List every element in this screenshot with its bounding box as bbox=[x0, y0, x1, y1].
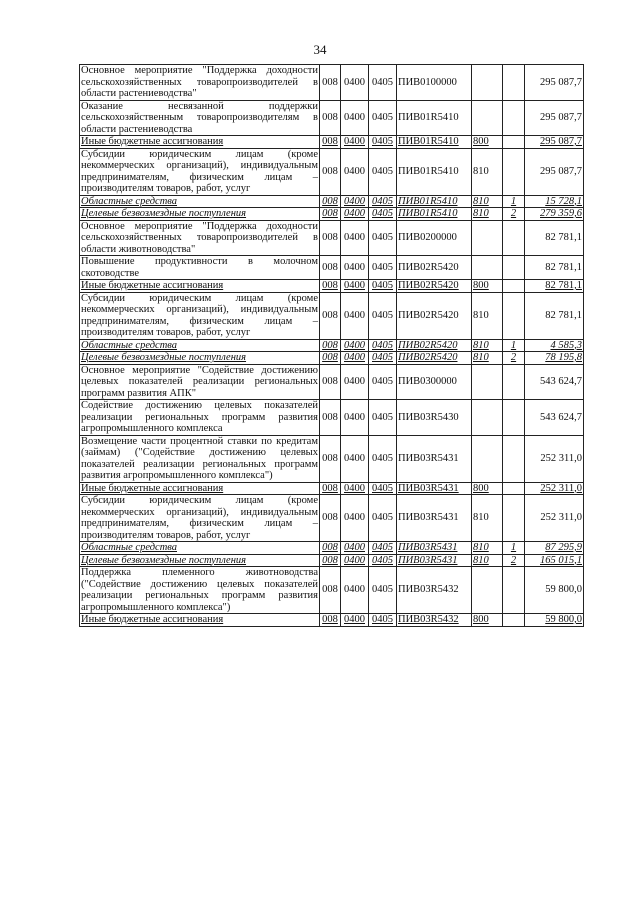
row-expense-type: 800 bbox=[472, 482, 503, 495]
row-expense-type: 810 bbox=[472, 495, 503, 542]
row-source-code bbox=[503, 136, 525, 149]
row-amount: 295 087,7 bbox=[525, 136, 584, 149]
row-source-code bbox=[503, 567, 525, 614]
row-glava-code: 008 bbox=[320, 100, 341, 136]
row-source-code: 2 bbox=[503, 352, 525, 365]
row-source-code bbox=[503, 400, 525, 436]
row-subsection-code: 0405 bbox=[369, 554, 397, 567]
row-expense-type: 810 bbox=[472, 208, 503, 221]
row-subsection-code: 0405 bbox=[369, 542, 397, 555]
row-section-code: 0400 bbox=[341, 292, 369, 339]
row-amount: 82 781,1 bbox=[525, 280, 584, 293]
row-section-code: 0400 bbox=[341, 400, 369, 436]
row-amount: 4 585,3 bbox=[525, 339, 584, 352]
row-source-code bbox=[503, 435, 525, 482]
row-section-code: 0400 bbox=[341, 208, 369, 221]
row-expense-type bbox=[472, 400, 503, 436]
row-target-article: ПИВ01R5410 bbox=[397, 195, 472, 208]
row-name: Областные средства bbox=[80, 339, 320, 352]
row-subsection-code: 0405 bbox=[369, 435, 397, 482]
row-source-code bbox=[503, 220, 525, 256]
row-expense-type bbox=[472, 220, 503, 256]
row-source-code: 2 bbox=[503, 208, 525, 221]
table-row bbox=[80, 136, 584, 149]
row-target-article: ПИВ02R5420 bbox=[397, 280, 472, 293]
row-expense-type: 800 bbox=[472, 280, 503, 293]
row-name: Повышение продуктивности в молочном скотоводстве bbox=[81, 256, 318, 279]
row-amount: 252 311,0 bbox=[525, 495, 584, 542]
row-amount: 165 015,1 bbox=[525, 554, 584, 567]
row-subsection-code: 0405 bbox=[369, 352, 397, 365]
table-row bbox=[80, 280, 584, 293]
row-name: Целевые безвозмездные поступления bbox=[80, 352, 320, 365]
row-name: Основное мероприятие "Содействие достижению целевых показателей реализации региональных программ развития АПК" bbox=[81, 364, 318, 399]
row-glava-code: 008 bbox=[320, 495, 341, 542]
row-target-article: ПИВ02R5420 bbox=[397, 292, 472, 339]
row-expense-type: 810 bbox=[472, 195, 503, 208]
row-glava-code: 008 bbox=[320, 339, 341, 352]
row-glava-code: 008 bbox=[320, 352, 341, 365]
table-row bbox=[80, 542, 584, 555]
row-section-code: 0400 bbox=[341, 65, 369, 101]
row-section-code: 0400 bbox=[341, 148, 369, 195]
table-row bbox=[80, 256, 584, 280]
row-amount: 295 087,7 bbox=[525, 148, 584, 195]
row-target-article: ПИВ01R5410 bbox=[397, 136, 472, 149]
row-amount: 78 195,8 bbox=[525, 352, 584, 365]
row-expense-type: 810 bbox=[472, 554, 503, 567]
row-target-article: ПИВ03R5432 bbox=[397, 567, 472, 614]
row-name: Содействие достижению целевых показателей реализации региональных программ развития агропромышленного комплекса bbox=[81, 400, 318, 434]
row-source-code bbox=[503, 614, 525, 627]
row-subsection-code: 0405 bbox=[369, 567, 397, 614]
row-source-code bbox=[503, 292, 525, 339]
row-target-article: ПИВ03R5432 bbox=[397, 614, 472, 627]
row-target-article: ПИВ0200000 bbox=[397, 220, 472, 256]
table-row bbox=[80, 482, 584, 495]
row-amount: 252 311,0 bbox=[525, 435, 584, 482]
row-subsection-code: 0405 bbox=[369, 208, 397, 221]
row-expense-type bbox=[472, 567, 503, 614]
row-target-article: ПИВ03R5431 bbox=[397, 482, 472, 495]
row-section-code: 0400 bbox=[341, 364, 369, 400]
row-section-code: 0400 bbox=[341, 339, 369, 352]
table-row bbox=[80, 567, 584, 614]
row-glava-code: 008 bbox=[320, 614, 341, 627]
row-section-code: 0400 bbox=[341, 220, 369, 256]
row-glava-code: 008 bbox=[320, 567, 341, 614]
table-row bbox=[80, 292, 584, 339]
row-target-article: ПИВ03R5430 bbox=[397, 400, 472, 436]
row-subsection-code: 0405 bbox=[369, 280, 397, 293]
row-glava-code: 008 bbox=[320, 256, 341, 280]
table-row bbox=[80, 554, 584, 567]
row-target-article: ПИВ01R5410 bbox=[397, 208, 472, 221]
table-row bbox=[80, 495, 584, 542]
row-subsection-code: 0405 bbox=[369, 148, 397, 195]
row-name: Субсидии юридическим лицам (кроме некоммерческих организаций), индивидуальным предпринимателям, физическим лицам – производителям товаров, работ, услуг bbox=[81, 292, 318, 338]
row-subsection-code: 0405 bbox=[369, 364, 397, 400]
row-subsection-code: 0405 bbox=[369, 482, 397, 495]
row-subsection-code: 0405 bbox=[369, 614, 397, 627]
row-name: Субсидии юридическим лицам (кроме некоммерческих организаций), индивидуальным предпринимателям, физическим лицам – производителям товаров, работ, услуг bbox=[81, 148, 318, 194]
row-amount: 252 311,0 bbox=[525, 482, 584, 495]
row-target-article: ПИВ01R5410 bbox=[397, 148, 472, 195]
row-expense-type bbox=[472, 65, 503, 101]
row-section-code: 0400 bbox=[341, 482, 369, 495]
row-amount: 87 295,9 bbox=[525, 542, 584, 555]
row-source-code: 1 bbox=[503, 339, 525, 352]
row-glava-code: 008 bbox=[320, 482, 341, 495]
row-glava-code: 008 bbox=[320, 136, 341, 149]
row-name: Целевые безвозмездные поступления bbox=[80, 208, 320, 221]
row-glava-code: 008 bbox=[320, 148, 341, 195]
row-glava-code: 008 bbox=[320, 435, 341, 482]
row-target-article: ПИВ03R5431 bbox=[397, 435, 472, 482]
row-amount: 295 087,7 bbox=[525, 65, 584, 101]
row-subsection-code: 0405 bbox=[369, 220, 397, 256]
row-amount: 82 781,1 bbox=[525, 256, 584, 280]
row-source-code bbox=[503, 364, 525, 400]
row-name: Поддержка племенного животноводства ("Содействие достижению целевых показателей реализации региональных программ развития агропромышленного комплекса") bbox=[81, 567, 318, 613]
row-subsection-code: 0405 bbox=[369, 495, 397, 542]
table-row bbox=[80, 400, 584, 436]
row-section-code: 0400 bbox=[341, 256, 369, 280]
row-expense-type: 810 bbox=[472, 148, 503, 195]
budget-table bbox=[79, 64, 584, 627]
row-target-article: ПИВ0100000 bbox=[397, 65, 472, 101]
row-target-article: ПИВ03R5431 bbox=[397, 495, 472, 542]
page-number: 34 bbox=[313, 42, 327, 57]
row-expense-type: 800 bbox=[472, 136, 503, 149]
table-row bbox=[80, 435, 584, 482]
row-amount: 59 800,0 bbox=[525, 614, 584, 627]
row-glava-code: 008 bbox=[320, 292, 341, 339]
row-glava-code: 008 bbox=[320, 280, 341, 293]
row-source-code: 2 bbox=[503, 554, 525, 567]
table-row bbox=[80, 65, 584, 101]
row-source-code bbox=[503, 65, 525, 101]
row-subsection-code: 0405 bbox=[369, 339, 397, 352]
row-expense-type: 810 bbox=[472, 352, 503, 365]
row-section-code: 0400 bbox=[341, 100, 369, 136]
row-amount: 543 624,7 bbox=[525, 364, 584, 400]
row-amount: 279 359,6 bbox=[525, 208, 584, 221]
row-section-code: 0400 bbox=[341, 435, 369, 482]
row-amount: 543 624,7 bbox=[525, 400, 584, 436]
row-name: Иные бюджетные ассигнования bbox=[80, 280, 320, 293]
row-name: Оказание несвязанной поддержки сельскохозяйственным товаропроизводителям в области растениеводства bbox=[81, 100, 318, 135]
row-expense-type bbox=[472, 256, 503, 280]
row-expense-type: 810 bbox=[472, 339, 503, 352]
table-row bbox=[80, 195, 584, 208]
row-section-code: 0400 bbox=[341, 495, 369, 542]
row-amount: 82 781,1 bbox=[525, 220, 584, 256]
row-expense-type: 810 bbox=[472, 542, 503, 555]
row-expense-type: 800 bbox=[472, 614, 503, 627]
row-source-code bbox=[503, 256, 525, 280]
row-subsection-code: 0405 bbox=[369, 400, 397, 436]
row-name: Областные средства bbox=[80, 195, 320, 208]
row-glava-code: 008 bbox=[320, 542, 341, 555]
row-glava-code: 008 bbox=[320, 195, 341, 208]
row-glava-code: 008 bbox=[320, 65, 341, 101]
row-expense-type bbox=[472, 435, 503, 482]
row-glava-code: 008 bbox=[320, 554, 341, 567]
row-amount: 295 087,7 bbox=[525, 100, 584, 136]
row-subsection-code: 0405 bbox=[369, 65, 397, 101]
row-target-article: ПИВ03R5431 bbox=[397, 542, 472, 555]
row-source-code: 1 bbox=[503, 542, 525, 555]
row-section-code: 0400 bbox=[341, 554, 369, 567]
row-target-article: ПИВ02R5420 bbox=[397, 256, 472, 280]
table-row bbox=[80, 220, 584, 256]
row-source-code bbox=[503, 495, 525, 542]
row-source-code bbox=[503, 280, 525, 293]
row-section-code: 0400 bbox=[341, 614, 369, 627]
row-name: Основное мероприятие "Поддержка доходности сельскохозяйственных товаропроизводителей в области растениеводства" bbox=[81, 65, 318, 99]
row-amount: 59 800,0 bbox=[525, 567, 584, 614]
row-glava-code: 008 bbox=[320, 364, 341, 400]
row-name: Субсидии юридическим лицам (кроме некоммерческих организаций), индивидуальным предпринимателям, физическим лицам – производителям товаров, работ, услуг bbox=[81, 495, 318, 541]
row-source-code bbox=[503, 100, 525, 136]
table-row bbox=[80, 100, 584, 136]
row-name: Иные бюджетные ассигнования bbox=[80, 482, 320, 495]
table-row bbox=[80, 364, 584, 400]
row-expense-type bbox=[472, 100, 503, 136]
row-glava-code: 008 bbox=[320, 220, 341, 256]
row-section-code: 0400 bbox=[341, 195, 369, 208]
row-amount: 15 728,1 bbox=[525, 195, 584, 208]
row-name: Возмещение части процентной ставки по кредитам (займам) ("Содействие достижению целевых показателей реализации региональных программ развития агропромышленного комплекса") bbox=[81, 435, 318, 481]
row-name: Областные средства bbox=[80, 542, 320, 555]
row-subsection-code: 0405 bbox=[369, 136, 397, 149]
row-source-code bbox=[503, 148, 525, 195]
row-name: Иные бюджетные ассигнования bbox=[80, 614, 320, 627]
row-glava-code: 008 bbox=[320, 208, 341, 221]
row-amount: 82 781,1 bbox=[525, 292, 584, 339]
row-glava-code: 008 bbox=[320, 400, 341, 436]
row-section-code: 0400 bbox=[341, 136, 369, 149]
row-name: Основное мероприятие "Поддержка доходности сельскохозяйственных товаропроизводителей в области животноводства" bbox=[81, 220, 318, 255]
row-section-code: 0400 bbox=[341, 352, 369, 365]
row-subsection-code: 0405 bbox=[369, 292, 397, 339]
row-subsection-code: 0405 bbox=[369, 195, 397, 208]
row-section-code: 0400 bbox=[341, 542, 369, 555]
row-section-code: 0400 bbox=[341, 567, 369, 614]
row-section-code: 0400 bbox=[341, 280, 369, 293]
table-row bbox=[80, 339, 584, 352]
row-subsection-code: 0405 bbox=[369, 256, 397, 280]
row-target-article: ПИВ01R5410 bbox=[397, 100, 472, 136]
row-expense-type bbox=[472, 364, 503, 400]
table-row bbox=[80, 148, 584, 195]
table-row bbox=[80, 614, 584, 627]
row-target-article: ПИВ0300000 bbox=[397, 364, 472, 400]
budget-table-body bbox=[80, 65, 584, 627]
table-row bbox=[80, 208, 584, 221]
row-target-article: ПИВ02R5420 bbox=[397, 352, 472, 365]
row-subsection-code: 0405 bbox=[369, 100, 397, 136]
row-expense-type: 810 bbox=[472, 292, 503, 339]
row-target-article: ПИВ03R5431 bbox=[397, 554, 472, 567]
table-row bbox=[80, 352, 584, 365]
row-name: Целевые безвозмездные поступления bbox=[80, 554, 320, 567]
row-source-code bbox=[503, 482, 525, 495]
row-target-article: ПИВ02R5420 bbox=[397, 339, 472, 352]
row-name: Иные бюджетные ассигнования bbox=[80, 136, 320, 149]
row-source-code: 1 bbox=[503, 195, 525, 208]
